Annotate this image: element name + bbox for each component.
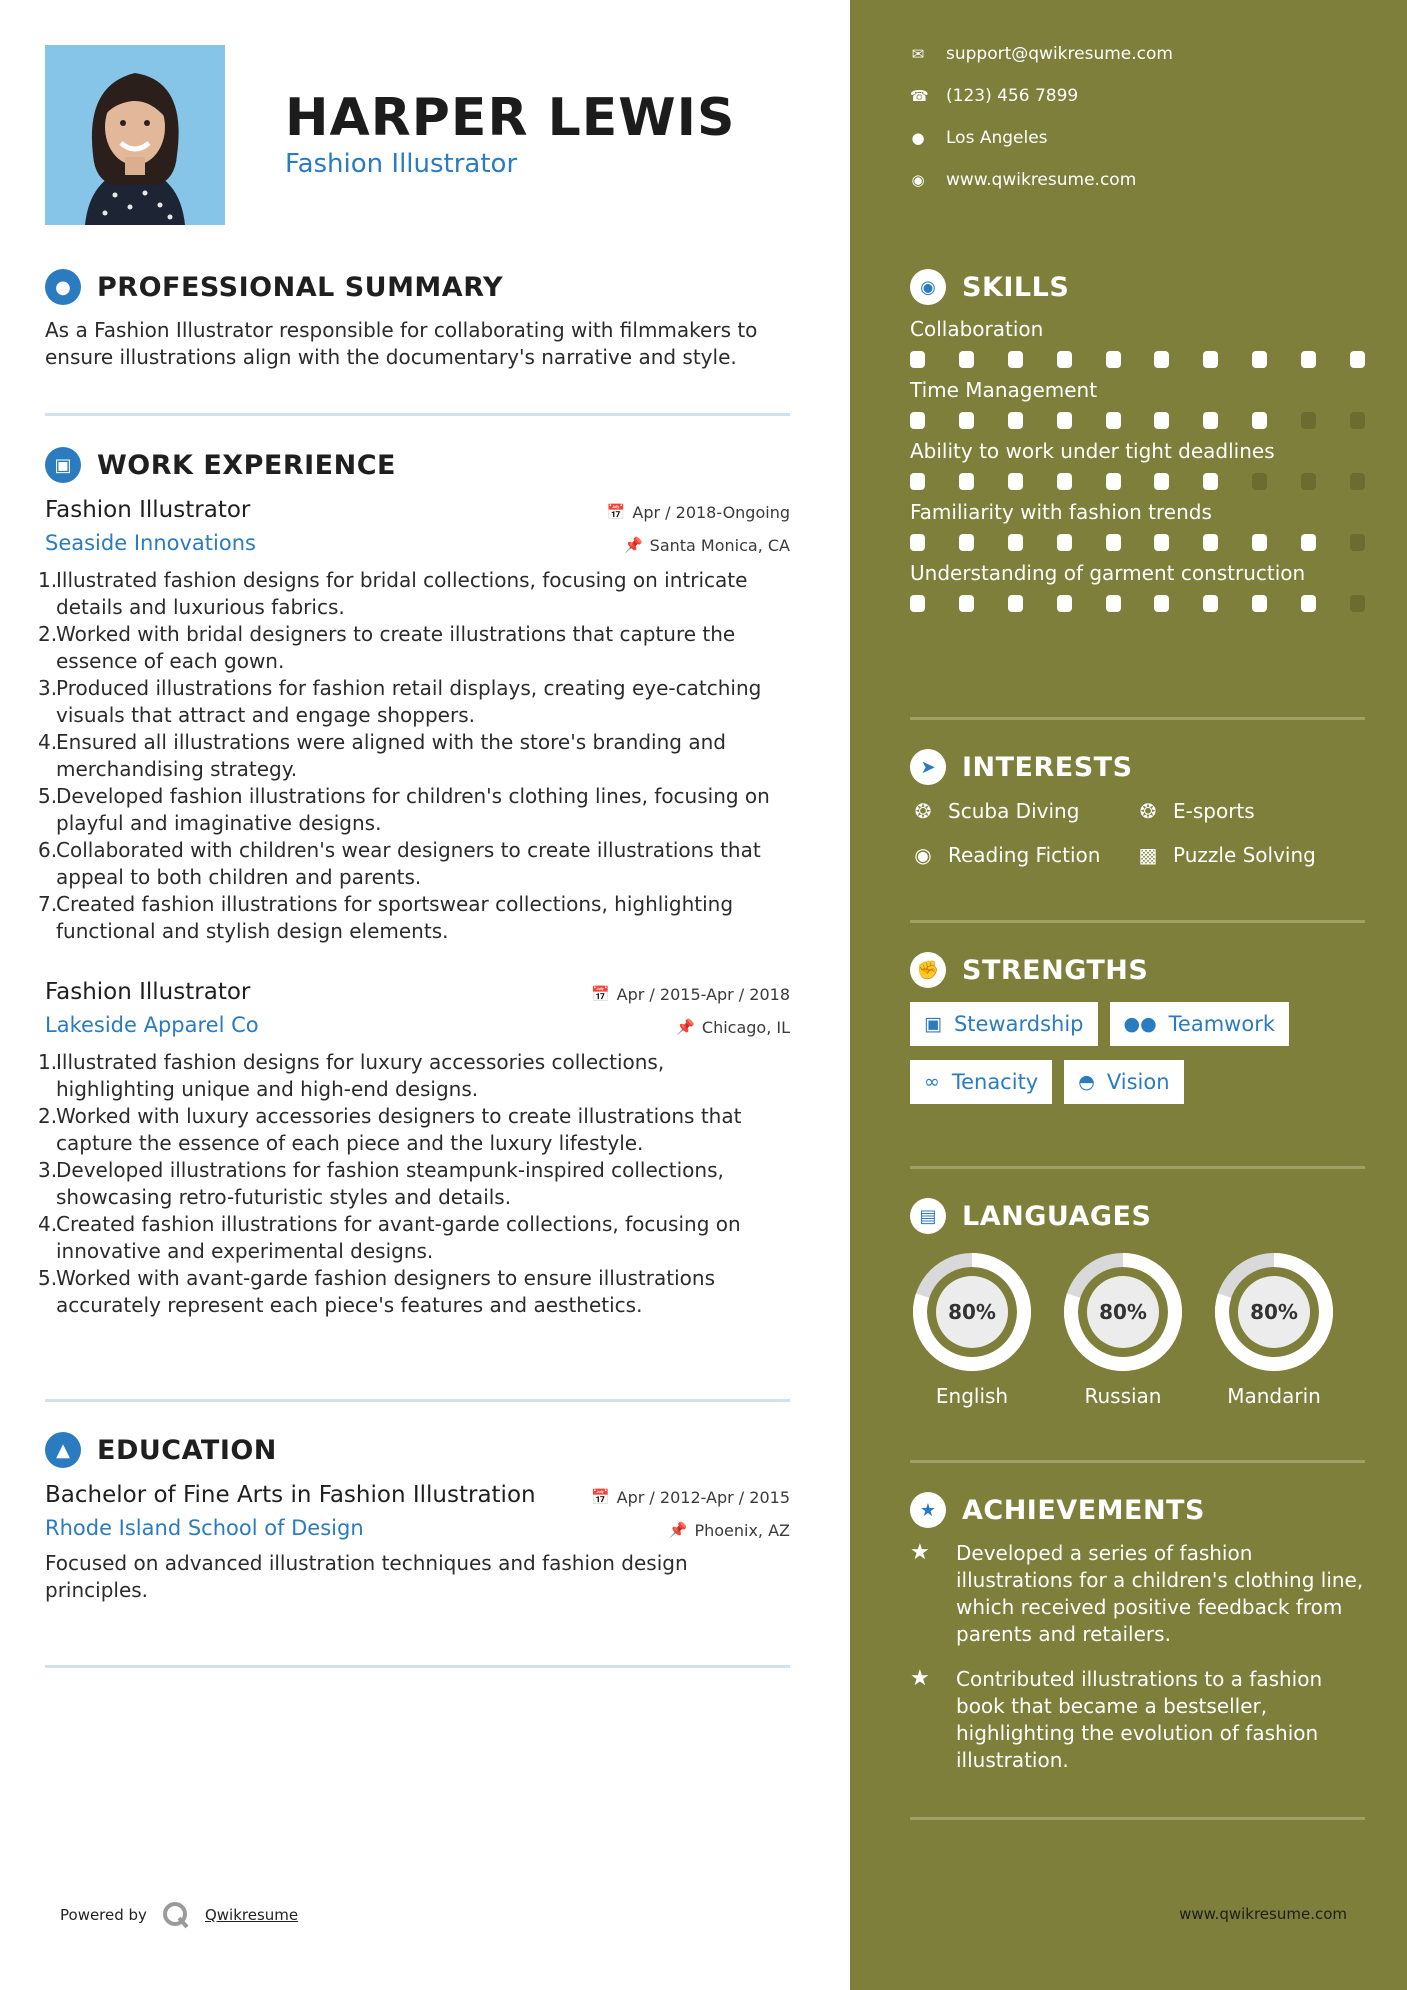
interest-label: Scuba Diving: [948, 799, 1080, 823]
calendar-icon: 📅: [606, 503, 626, 521]
email-text: support@qwikresume.com: [946, 44, 1173, 64]
achievement-text: Contributed illustrations to a fashion book that became a bestseller, highlighting the evolution of fashion illustration.: [956, 1667, 1323, 1772]
bullet-text: Created fashion illustrations for sportswear collections, highlighting functional and stylish design elements.: [56, 892, 734, 943]
skill-item: [910, 437, 1365, 490]
contact-phone[interactable]: [910, 86, 1078, 106]
bullet-text: Worked with avant-garde fashion designers to ensure illustrations accurately represent each piece's features and aesthetics.: [56, 1266, 715, 1317]
language-item: [1061, 1250, 1185, 1408]
job-title: Fashion Illustrator: [45, 497, 251, 523]
language-name: English: [935, 1384, 1009, 1408]
rating-dot: [1301, 595, 1316, 612]
rating-dot: [959, 534, 974, 551]
binoculars-icon: ◓: [1078, 1071, 1095, 1093]
rating-dot: [910, 595, 925, 612]
strengths-list: [910, 1002, 1365, 1104]
shooting-star-icon: ★: [910, 1540, 930, 1565]
language-name: Mandarin: [1227, 1384, 1321, 1408]
interests-list: [910, 799, 1365, 867]
gamepad-icon: ◉: [914, 843, 932, 867]
envelope-icon: ✉: [911, 45, 925, 63]
shooting-star-icon: ★: [910, 1666, 930, 1691]
qwikresume-logo-icon: [161, 1900, 191, 1930]
globe-icon: ◉: [911, 171, 925, 189]
fist-icon: ✊: [910, 952, 946, 988]
rating-dot: [910, 534, 925, 551]
job-entry: [38, 497, 790, 945]
degree-title: Bachelor of Fine Arts in Fashion Illustration: [45, 1482, 536, 1508]
users-icon: ●●: [1123, 1013, 1157, 1035]
calendar-icon: 📅: [590, 985, 610, 1003]
interest-label: E-sports: [1173, 799, 1255, 823]
bullet-text: Created fashion illustrations for avant-garde collections, focusing on innovative and experimental designs.: [56, 1212, 741, 1263]
candidate-name: HARPER LEWIS: [285, 88, 736, 148]
rating-dot: [1203, 473, 1218, 490]
contact-website[interactable]: [910, 170, 1136, 190]
pin-icon: 📌: [676, 1018, 695, 1036]
language-percent: 80%: [948, 1300, 996, 1324]
strength-label: Stewardship: [953, 1012, 1084, 1036]
candidate-title: Fashion Illustrator: [285, 149, 518, 179]
skills-heading: SKILLS: [962, 271, 1070, 303]
rating-dot: [1008, 473, 1023, 490]
job-company: Seaside Innovations: [45, 531, 256, 555]
brand-link[interactable]: Qwikresume: [204, 1906, 299, 1924]
job-bullets: [38, 567, 790, 945]
link-icon: ∞: [924, 1071, 940, 1093]
work-heading: WORK EXPERIENCE: [97, 449, 396, 481]
section-divider: [910, 1166, 1365, 1169]
bullet-text: Illustrated fashion designs for bridal collections, focusing on intricate details and luxurious fabrics.: [56, 568, 748, 619]
strength-label: Teamwork: [1168, 1012, 1275, 1036]
language-item: [1212, 1250, 1336, 1408]
pin-icon: 📌: [668, 1521, 688, 1539]
rating-dot: [1057, 595, 1072, 612]
bullet-text: Worked with bridal designers to create illustrations that capture the essence of each gown.: [56, 622, 736, 673]
job-bullet: [38, 1103, 783, 1157]
job-dates: Apr / 2015-Apr / 2018: [616, 984, 790, 1004]
skill-name: Familiarity with fashion trends: [910, 500, 1212, 524]
rating-dot: [1008, 412, 1023, 429]
language-name: Russian: [1084, 1384, 1162, 1408]
job-company: Lakeside Apparel Co: [45, 1013, 259, 1037]
lightbulb-icon: ◉: [910, 269, 946, 305]
job-bullet: [38, 675, 783, 729]
user-icon: ●: [45, 269, 81, 305]
language-ring: [1061, 1250, 1185, 1374]
rating-dot: [1350, 534, 1365, 551]
contact-email[interactable]: [910, 44, 1173, 64]
rating-dot: [959, 595, 974, 612]
rating-dot: [1008, 351, 1023, 368]
summary-heading: PROFESSIONAL SUMMARY: [97, 271, 504, 303]
summary-text: As a Fashion Illustrator responsible for collaborating with filmmakers to ensure illustrations align with the documentary's narrative and style.: [45, 318, 758, 369]
job-bullet: [38, 1265, 783, 1319]
skill-name: Ability to work under tight deadlines: [910, 439, 1275, 463]
rating-dot: [910, 412, 925, 429]
location-text: Los Angeles: [946, 128, 1048, 148]
rating-dot: [1106, 351, 1121, 368]
life-ring-icon: ❂: [914, 799, 932, 823]
rating-dot: [1106, 412, 1121, 429]
life-ring-icon: ❂: [1139, 799, 1157, 823]
interest-item: [910, 843, 1135, 867]
rating-dot: [1350, 351, 1365, 368]
skill-name: Understanding of garment construction: [910, 561, 1306, 585]
job-bullet: [38, 1211, 783, 1265]
rating-dot: [1057, 473, 1072, 490]
section-divider: [910, 717, 1365, 720]
rating-dot: [1154, 351, 1169, 368]
rating-dot: [1203, 534, 1218, 551]
skill-rating: [910, 595, 1365, 612]
phone-icon: ☎: [910, 87, 929, 105]
skill-rating: [910, 412, 1365, 429]
rating-dot: [1301, 534, 1316, 551]
rating-dot: [1350, 412, 1365, 429]
briefcase-chair-icon: ▣: [45, 447, 81, 483]
job-bullets: [38, 1049, 790, 1319]
job-bullet: [38, 1049, 783, 1103]
rating-dot: [1154, 412, 1169, 429]
calendar-icon: 📅: [590, 1488, 610, 1506]
paper-plane-icon: ➤: [910, 749, 946, 785]
bullet-number: 2.: [38, 622, 58, 646]
rating-dot: [1301, 412, 1316, 429]
rating-dot: [910, 473, 925, 490]
rating-dot: [1008, 534, 1023, 551]
strength-label: Vision: [1106, 1070, 1170, 1094]
skill-rating: [910, 351, 1365, 368]
skills-section: [910, 267, 1365, 612]
language-percent: 80%: [1099, 1300, 1147, 1324]
sidebar: [850, 0, 1407, 1990]
strength-badge: [1064, 1060, 1183, 1104]
rating-dot: [1203, 595, 1218, 612]
job-location: Chicago, IL: [701, 1017, 790, 1037]
rating-dot: [959, 351, 974, 368]
bullet-number: 2.: [38, 1104, 58, 1128]
job-bullet: [38, 891, 783, 945]
achievement-text: Developed a series of fashion illustrations for a children's clothing line, which received positive feedback from parents and retailers.: [956, 1541, 1364, 1646]
education-section: [45, 1430, 790, 1604]
translate-icon: ▤: [910, 1198, 946, 1234]
rating-dot: [1154, 473, 1169, 490]
section-divider: [910, 1460, 1365, 1463]
strengths-section: [910, 950, 1365, 1104]
section-divider: [45, 1665, 790, 1668]
powered-by-label: Powered by: [60, 1906, 147, 1924]
bullet-text: Ensured all illustrations were aligned with the store's branding and merchandising strategy.: [56, 730, 726, 781]
bullet-number: 3.: [38, 1158, 58, 1182]
skill-item: [910, 376, 1365, 429]
section-divider: [910, 1817, 1365, 1820]
rating-dot: [1252, 534, 1267, 551]
skill-item: [910, 315, 1365, 368]
job-bullet: [38, 783, 783, 837]
rating-dot: [959, 412, 974, 429]
section-divider: [45, 1399, 790, 1402]
skill-item: [910, 559, 1365, 612]
languages-list: [910, 1250, 1365, 1408]
interest-item: [1135, 843, 1365, 867]
rating-dot: [1106, 534, 1121, 551]
strength-badge: [1110, 1002, 1290, 1046]
work-section: [38, 445, 790, 1319]
briefcase-icon: ▣: [924, 1013, 942, 1035]
rating-dot: [1057, 351, 1072, 368]
bullet-text: Produced illustrations for fashion retail displays, creating eye-catching visuals that attract and engage shoppers.: [56, 676, 762, 727]
education-heading: EDUCATION: [97, 1434, 277, 1466]
bullet-number: 5.: [38, 1266, 58, 1290]
skill-name: Time Management: [910, 378, 1098, 402]
graduate-icon: ▲: [45, 1432, 81, 1468]
interests-heading: INTERESTS: [962, 751, 1133, 783]
achievement-item: [910, 1540, 1365, 1648]
job-bullet: [38, 837, 783, 891]
summary-section: [45, 267, 790, 371]
rating-dot: [959, 473, 974, 490]
rating-dot: [1106, 473, 1121, 490]
rating-dot: [1252, 473, 1267, 490]
languages-heading: LANGUAGES: [962, 1200, 1152, 1232]
strengths-heading: STRENGTHS: [962, 954, 1149, 986]
strength-badge: [910, 1060, 1052, 1104]
strength-badge: [910, 1002, 1098, 1046]
language-item: [910, 1250, 1034, 1408]
bullet-number: 4.: [38, 1212, 58, 1236]
job-bullet: [38, 567, 783, 621]
languages-section: [910, 1196, 1365, 1408]
contact-location: [910, 128, 1048, 148]
interests-section: [910, 747, 1365, 867]
footer-site[interactable]: www.qwikresume.com: [1179, 1905, 1347, 1923]
job-entry: [38, 979, 790, 1319]
bullet-number: 7.: [38, 892, 58, 916]
bullet-number: 5.: [38, 784, 58, 808]
rating-dot: [1057, 534, 1072, 551]
education-location: Phoenix, AZ: [694, 1520, 790, 1540]
skill-name: Collaboration: [910, 317, 1044, 341]
skill-rating: [910, 473, 1365, 490]
rating-dot: [910, 351, 925, 368]
rating-dot: [1252, 351, 1267, 368]
powered-by: [60, 1900, 298, 1930]
strength-label: Tenacity: [951, 1070, 1039, 1094]
bullet-number: 1.: [38, 1050, 58, 1074]
bullet-number: 4.: [38, 730, 58, 754]
star-badge-icon: ★: [910, 1492, 946, 1528]
achievements-heading: ACHIEVEMENTS: [962, 1494, 1205, 1526]
rating-dot: [1106, 595, 1121, 612]
skills-list: [910, 315, 1365, 612]
bullet-text: Developed fashion illustrations for children's clothing lines, focusing on playful and imaginative designs.: [56, 784, 770, 835]
job-bullet: [38, 621, 783, 675]
rating-dot: [1252, 412, 1267, 429]
interest-item: [910, 799, 1135, 823]
language-percent: 80%: [1250, 1300, 1298, 1324]
book-icon: ▩: [1138, 843, 1158, 867]
rating-dot: [1301, 473, 1316, 490]
bullet-text: Worked with luxury accessories designers to create illustrations that capture the essence of each piece and the luxury lifestyle.: [56, 1104, 742, 1155]
bullet-text: Illustrated fashion designs for luxury accessories collections, highlighting unique and high-end designs.: [56, 1050, 665, 1101]
bullet-text: Developed illustrations for fashion steampunk-inspired collections, showcasing retro-futuristic styles and details.: [56, 1158, 724, 1209]
language-ring: [910, 1250, 1034, 1374]
rating-dot: [1154, 534, 1169, 551]
rating-dot: [1008, 595, 1023, 612]
profile-photo: [45, 45, 225, 225]
language-ring: [1212, 1250, 1336, 1374]
job-bullet: [38, 1157, 783, 1211]
education-description: Focused on advanced illustration techniques and fashion design principles.: [45, 1551, 688, 1602]
interest-label: Puzzle Solving: [1173, 843, 1316, 867]
section-divider: [910, 920, 1365, 923]
rating-dot: [1350, 595, 1365, 612]
bullet-number: 6.: [38, 838, 58, 862]
achievements-section: [910, 1490, 1365, 1774]
school-name: Rhode Island School of Design: [45, 1516, 364, 1540]
job-dates: Apr / 2018-Ongoing: [632, 502, 790, 522]
bullet-number: 3.: [38, 676, 58, 700]
bullet-text: Collaborated with children's wear designers to create illustrations that appeal to both children and parents.: [56, 838, 761, 889]
rating-dot: [1252, 595, 1267, 612]
phone-text: (123) 456 7899: [946, 86, 1079, 106]
website-text: www.qwikresume.com: [946, 170, 1137, 190]
rating-dot: [1301, 351, 1316, 368]
rating-dot: [1057, 412, 1072, 429]
pin-icon: 📌: [623, 536, 643, 554]
section-divider: [45, 413, 790, 416]
education-dates: Apr / 2012-Apr / 2015: [616, 1487, 790, 1507]
skill-item: [910, 498, 1365, 551]
job-title: Fashion Illustrator: [45, 979, 251, 1005]
achievement-item: [910, 1666, 1365, 1774]
rating-dot: [1350, 473, 1365, 490]
interest-label: Reading Fiction: [948, 843, 1101, 867]
rating-dot: [1203, 351, 1218, 368]
rating-dot: [1203, 412, 1218, 429]
bullet-number: 1.: [38, 568, 58, 592]
location-pin-icon: ●: [911, 129, 925, 147]
job-bullet: [38, 729, 783, 783]
skill-rating: [910, 534, 1365, 551]
rating-dot: [1154, 595, 1169, 612]
job-location: Santa Monica, CA: [649, 535, 790, 555]
interest-item: [1135, 799, 1365, 823]
